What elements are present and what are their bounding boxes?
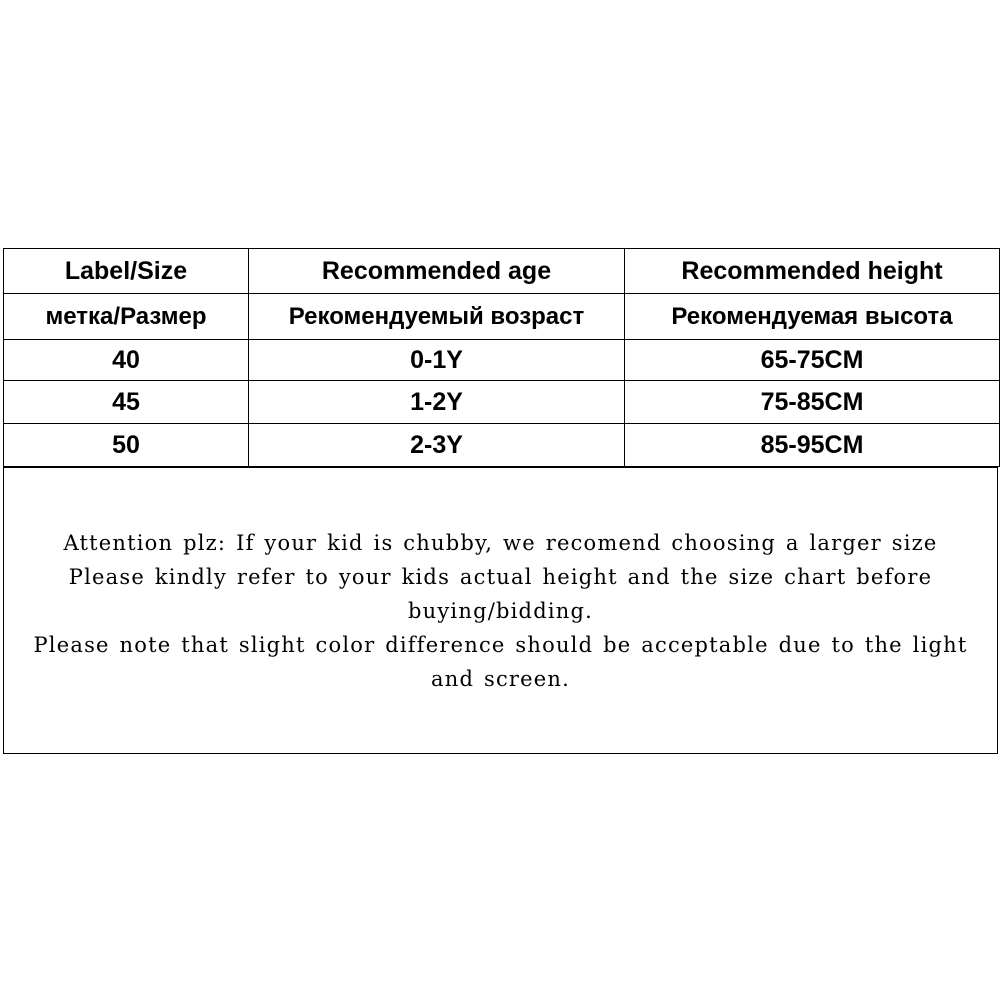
note-color-difference: Please note that slight color difference should be acceptable due to the light and screen.: [33, 632, 968, 691]
notes-box: [3, 467, 998, 754]
header-row-english: [4, 249, 1000, 294]
table-row: [4, 340, 1000, 381]
table-row: [4, 381, 1000, 424]
header-recommended-height: Recommended height: [625, 249, 1000, 294]
size-cell: 45: [4, 381, 249, 424]
size-cell: 50: [4, 424, 249, 467]
age-cell: 1-2Y: [249, 381, 625, 424]
height-cell: 65-75CM: [625, 340, 1000, 381]
note-chubby-advice: Attention plz: If your kid is chubby, we recomend choosing a larger size: [63, 530, 938, 555]
height-cell: 85-95CM: [625, 424, 1000, 467]
size-chart-table: [3, 248, 1000, 467]
header-recommended-height-ru: Рекомендуемая высота: [625, 294, 1000, 340]
age-cell: 2-3Y: [249, 424, 625, 467]
height-cell: 75-85CM: [625, 381, 1000, 424]
table-row: [4, 424, 1000, 467]
header-recommended-age-ru: Рекомендуемый возраст: [249, 294, 625, 340]
header-label-size-ru: метка/Размер: [4, 294, 249, 340]
size-cell: 40: [4, 340, 249, 381]
header-label-size: Label/Size: [4, 249, 249, 294]
age-cell: 0-1Y: [249, 340, 625, 381]
header-row-russian: [4, 294, 1000, 340]
header-recommended-age: Recommended age: [249, 249, 625, 294]
note-refer-height: Please kindly refer to your kids actual height and the size chart before buying/bidding.: [68, 564, 933, 623]
